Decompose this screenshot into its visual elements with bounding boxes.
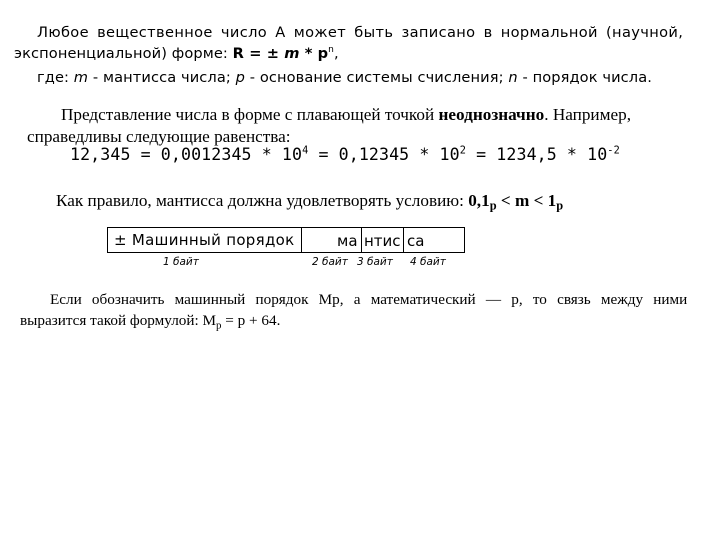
relation-line-1: Если обозначить машинный порядок Мр, а математический — р, то связь между ними [50, 291, 688, 308]
eq-part-1: 12,345 = 0,0012345 * 10 [70, 145, 303, 164]
condition-sub-2: p [556, 198, 564, 213]
condition-text: Как правило, мантисса должна удовлетворять условию: [56, 191, 469, 210]
formula-end: , [334, 45, 339, 62]
intro-text: экспоненциальной) форме: [14, 45, 233, 62]
byte-caption-3: 3 байт [357, 256, 393, 268]
intro-base-def: - основание системы счисления; [245, 69, 509, 86]
float-bold-word: неоднозначно [438, 105, 545, 124]
eq-exp-3: -2 [607, 144, 620, 157]
eq-part-3: = 1234,5 * 10 [466, 145, 608, 164]
float-line-2: справедливы следующие равенства: [27, 127, 291, 146]
formula-m: m [284, 45, 300, 62]
intro-m: m [73, 69, 89, 86]
byte-caption-1: 1 байт [163, 256, 199, 268]
float-line-1 [61, 105, 631, 125]
number-layout-box [107, 227, 465, 253]
formula-star: * p [299, 45, 329, 62]
float-text-end: . Например, [544, 105, 632, 124]
mantissa-part-1: ма [337, 232, 358, 250]
intro-line-1: Любое вещественное число А может быть записано в нормальной (научной, [37, 24, 684, 41]
intro-line-2 [14, 45, 339, 62]
condition-sub-1: p [489, 198, 497, 213]
box-divider-2 [361, 228, 362, 252]
mantissa-part-2: нтис [364, 232, 401, 250]
float-text: Представление числа в форме с плавающей точкой [61, 105, 439, 124]
eq-exp-2: 2 [459, 144, 467, 157]
mantissa-condition [56, 191, 563, 211]
formula-n: n [328, 45, 335, 56]
intro-n: n [508, 69, 518, 86]
formula-r: R = ± [232, 45, 285, 62]
box-divider-1 [301, 228, 302, 252]
relation-sub: р [216, 319, 222, 332]
intro-order-def: - порядок числа. [517, 69, 653, 86]
mantissa-part-3: са [407, 232, 425, 250]
intro-p: p [235, 69, 246, 86]
eq-exp-1: 4 [302, 144, 309, 157]
condition-upper: < m < 1 [496, 191, 557, 210]
relation-formula: = р + 64. [221, 312, 281, 329]
intro-line-3 [37, 69, 652, 86]
relation-line-2 [20, 312, 280, 330]
box-divider-3 [403, 228, 404, 252]
relation-text: выразится такой формулой: М [20, 312, 217, 329]
machine-order-label: ± Машинный порядок [114, 231, 295, 249]
byte-caption-2: 2 байт [312, 256, 348, 268]
intro-where: где: [37, 69, 74, 86]
equalities [70, 145, 620, 164]
intro-mantissa-def: - мантисса числа; [88, 69, 236, 86]
byte-caption-4: 4 байт [410, 256, 446, 268]
condition-lower: 0,1 [468, 191, 490, 210]
eq-part-2: = 0,12345 * 10 [308, 145, 460, 164]
